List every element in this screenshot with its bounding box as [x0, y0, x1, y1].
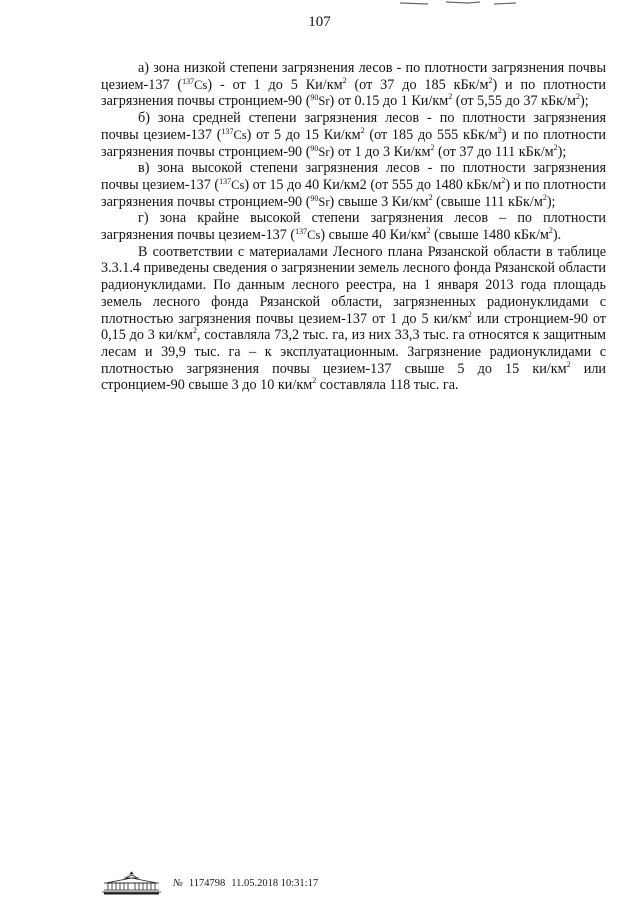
- summary-paragraph: В соответствии с материалами Лесного плана Рязанской области в таблице 3.3.1.4 приведены сведения о загрязнении земель лесного фонда Рязанской области радионуклидами. По данным лесного реестра, на 1 января 2013 года площадь земель лесного фонда Рязанской области, загрязненных радионуклидами с плотностью загрязнения почвы цезием-137 от 1 до 5 $ки/км^2$ или стронцием-90 от 0,15 до 3 $ки/км^2$, составляла 73,2 тыс. га, из них 33,3 тыс. га относятся к защитным лесам и 39,9 тыс. га – к эксплуатационным. Загрязнение радионуклидами с плотностью загрязнения почвы цезием-137 свыше 5 до 15 $ки/км^2$ или стронцием-90 свыше 3 до 10 $ки/км^2$ составляла 118 тыс. га.: [101, 243, 606, 394]
- scan-artifact: [398, 0, 518, 8]
- document-number: 1174798: [188, 877, 226, 889]
- government-building-logo: [100, 871, 163, 895]
- list-item: в) зона высокой степени загрязнения лесов - по плотности загрязнения почвы цезием-137 ($^{137}$Cs) от 15 до 40 Ки/км2 (от 555 до 1480 кБк/$м^2$) и по плотности загрязнения почвы стронцием-90 ($^{90}$Sr) свыше 3 $Ки/км^2$ (свыше 111 кБк/$м^2$);: [101, 160, 606, 210]
- number-sign: №: [173, 877, 183, 889]
- list-item: г) зона крайне высокой степени загрязнения лесов – по плотности загрязнения почвы цезием-137 ($^{137}$Cs) свыше 40 $Ки/км^2$ (свыше 1480 кБк/$м^2$).: [101, 210, 606, 244]
- document-footer: [100, 871, 318, 895]
- list-item: а) зона низкой степени загрязнения лесов - по плотности загрязнения почвы цезием-137 ($^{137}$Cs) - от 1 до 5 $Ки/км^2$ (от 37 до 185 кБк/$м^2$) и по плотности загрязнения почвы стронцием-90 ($^{90}$Sr) от 0.15 до 1 $Ки/км^2$ (от 5,55 до 37 кБк/$м^2$);: [101, 60, 607, 110]
- document-body: [101, 60, 606, 394]
- list-item: б) зона средней степени загрязнения лесов - по плотности загрязнения почвы цезием-137 ($^{137}$Cs) от 5 до 15 $Ки/км^2$ (от 185 до 555 кБк/$м^2$) и по плотности загрязнения почвы стронцием-90 ($^{90}$Sr) от 1 до 3 $Ки/км^2$ (от 37 до 111 кБк/$м^2$);: [101, 110, 606, 160]
- page-number: 107: [308, 14, 331, 30]
- document-timestamp: 11.05.2018 10:31:17: [231, 877, 319, 889]
